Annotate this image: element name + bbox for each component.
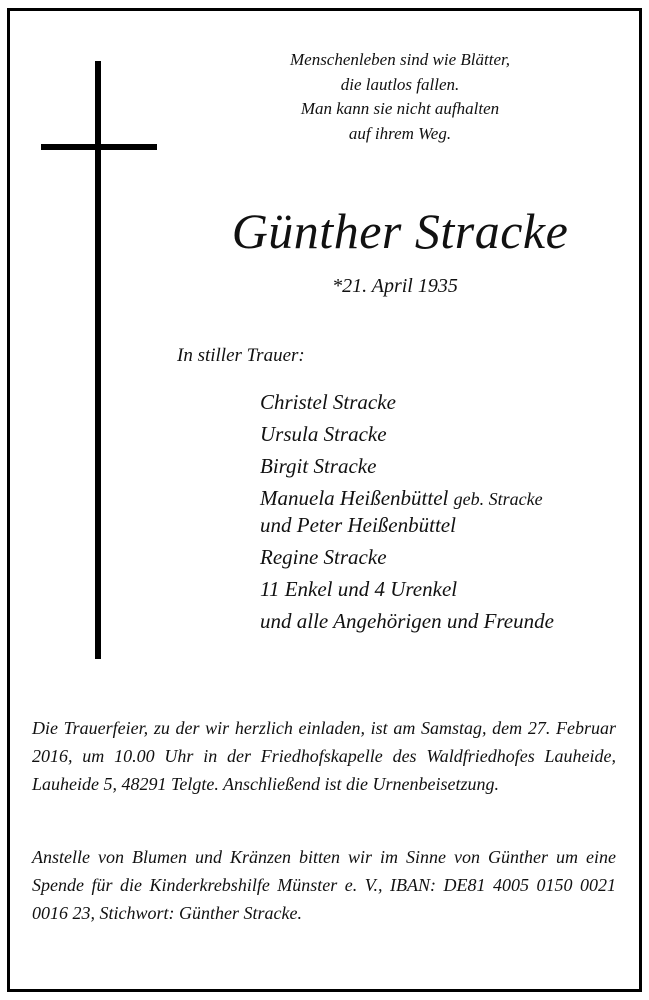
mourner: und alle Angehörigen und Freunde: [260, 609, 554, 633]
cross-icon: [95, 61, 101, 659]
mourner: und Peter Heißenbüttel: [260, 513, 456, 537]
mourner-name: Manuela Heißenbüttel: [260, 486, 449, 510]
deceased-name: Günther Stracke: [231, 203, 569, 259]
poem-line: Menschenleben sind wie Blätter,: [289, 50, 510, 69]
cross-icon-bar: [41, 144, 157, 150]
birth-date: *21. April 1935: [332, 275, 458, 297]
poem-line: auf ihrem Weg.: [348, 123, 452, 143]
mourner: Christel Stracke: [260, 390, 396, 414]
mourner: Birgit Stracke: [260, 454, 377, 478]
donation-request: Anstelle von Blumen und Kränzen bitten wir im Sinne von Günther um eine Spende für die Kinderkrebshilfe Münster e. V., IBAN: DE81 4005 0150 0021 0016 23, Stichwort: Günther Stracke.: [32, 847, 616, 923]
mourner: Regine Stracke: [260, 545, 387, 569]
mourner: 11 Enkel und 4 Urenkel: [260, 577, 458, 601]
mourner-maiden-name: geb. Stracke: [453, 489, 543, 509]
poem-line: Man kann sie nicht aufhalten: [300, 99, 500, 118]
funeral-details: Die Trauerfeier, zu der wir herzlich einladen, ist am Samstag, dem 27. Februar 2016, um 10.00 Uhr in der Friedhofskapelle des Waldfriedhofes Lauheide, Lauheide 5, 48291 Telgte. Anschließend ist die Urnenbeisetzung.: [32, 718, 616, 794]
mourners-label: In stiller Trauer:: [177, 345, 305, 366]
mourner: [260, 485, 554, 512]
poem-line: die lautlos fallen.: [340, 74, 460, 94]
mourner: Ursula Stracke: [260, 422, 387, 446]
mourners-list: [260, 386, 554, 637]
poem: [255, 48, 545, 146]
